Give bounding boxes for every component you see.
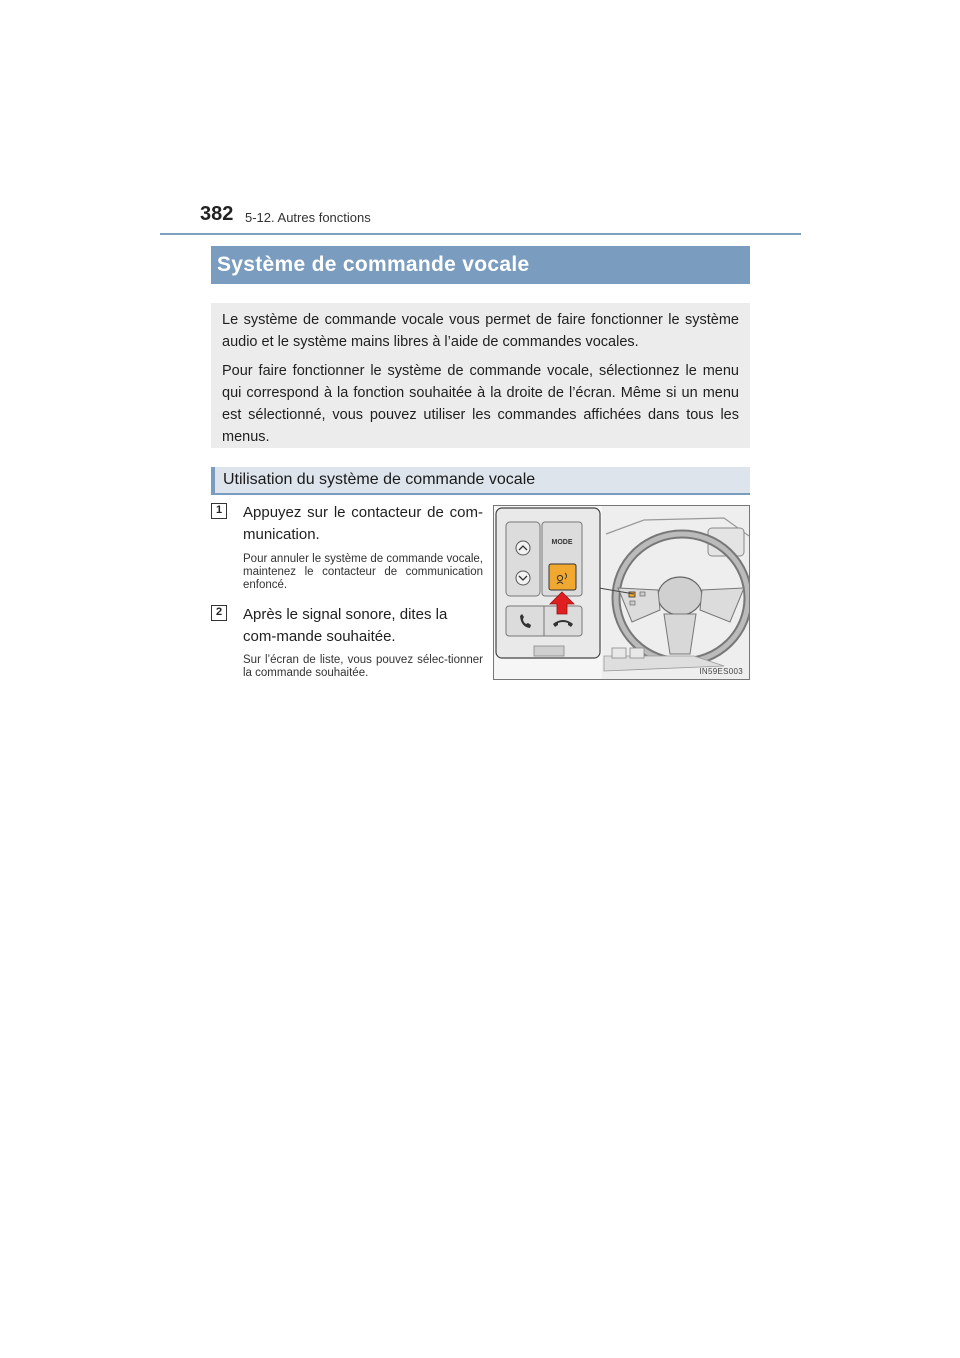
- header-rule: [160, 233, 801, 235]
- step-1-note: Pour annuler le système de commande vocale, maintenez le contacteur de communication enfoncé.: [243, 553, 483, 591]
- title-bar: [211, 246, 750, 284]
- up-arrow-icon: [516, 541, 530, 555]
- step-2-note: Sur l’écran de liste, vous pouvez sélec-tionner la commande souhaitée.: [243, 654, 483, 679]
- intro-paragraph: Pour faire fonctionner le système de commande vocale, sélectionnez le menu qui correspond à la fonction souhaitée à la droite de l’écran. Même si un menu est sélectionné, vous pouvez utiliser les commandes affichées dans tous les menus.: [222, 363, 739, 445]
- intro-paragraph: Le système de commande vocale vous permet de faire fonctionner le système audio et le système mains libres à l’aide de commandes vocales.: [222, 312, 739, 350]
- step-1-badge: 1: [211, 503, 227, 519]
- section-label: 5-12. Autres fonctions: [245, 210, 371, 225]
- zoomed-switch-panel: [496, 508, 600, 658]
- intro-box: [211, 303, 750, 448]
- down-arrow-icon: [516, 571, 530, 585]
- step-2-badge: 2: [211, 605, 227, 621]
- mode-label: MODE: [551, 539, 573, 546]
- illustration-drawing: [494, 506, 749, 679]
- step-1-text: Appuyez sur le contacteur de com-munication.: [243, 504, 483, 543]
- sub-heading: [211, 467, 750, 495]
- sub-heading-text: Utilisation du système de commande vocale: [223, 471, 536, 488]
- figure-code: IN59ES003: [699, 667, 743, 676]
- page-title: Système de commande vocale: [217, 253, 530, 276]
- step-2-text: Après le signal sonore, dites la com-mande souhaitée.: [243, 606, 448, 645]
- steering-switch-illustration: [493, 505, 750, 680]
- page-number: 382: [200, 203, 234, 225]
